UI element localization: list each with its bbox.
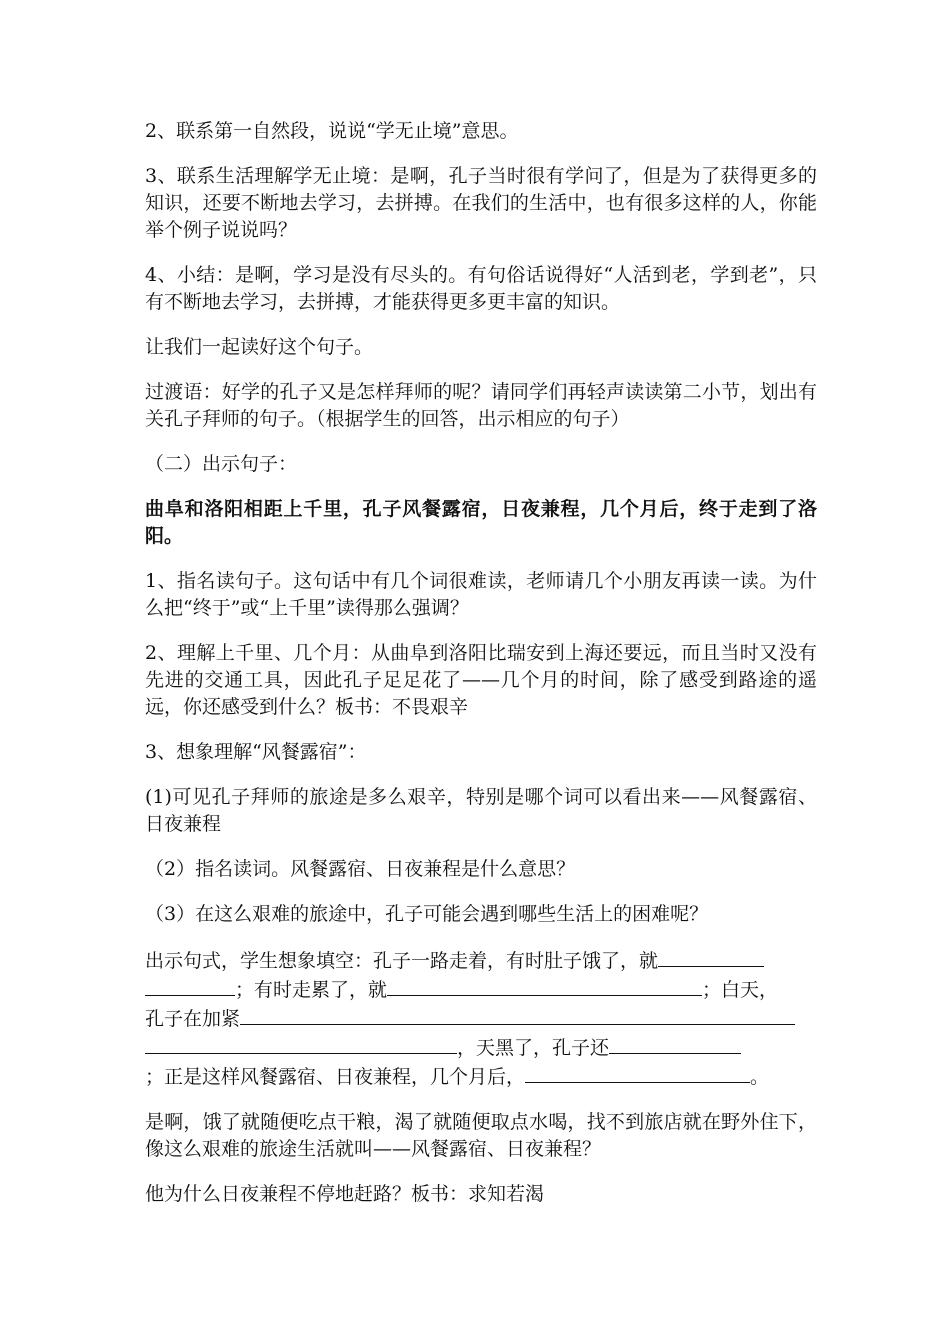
paragraph-transition: 过渡语：好学的孔子又是怎样拜师的呢？请同学们再轻声读读第二小节，划出有关孔子拜师的句子。（根据学生的回答，出示相应的句子） <box>145 381 817 430</box>
blank-6 <box>609 1033 741 1054</box>
fill-text-2: ；有时走累了，就 <box>235 979 388 1001</box>
sub-step-2: （2）指名读词。风餐露宿、日夜兼程是什么意思？ <box>145 858 576 880</box>
blank-4 <box>240 1004 795 1025</box>
fill-text-4: 孔子在加紧 <box>145 1008 241 1030</box>
paragraph-read-together: 让我们一起读好这个句子。 <box>145 336 374 358</box>
step-1: 1、指名读句子。这句话中有几个词很难读，老师请几个小朋友再读一读。为什么把“终于”或“上千里”读得那么强调？ <box>145 570 817 619</box>
blank-3 <box>387 975 702 996</box>
closing-question: 他为什么日夜兼程不停地赶路？板书：求知若渴 <box>145 1183 545 1205</box>
blank-2 <box>145 975 235 996</box>
fill-text-5: ，天黑了，孔子还 <box>457 1037 610 1059</box>
fill-in-exercise <box>145 946 817 1091</box>
blank-1 <box>658 946 764 967</box>
fill-text-3: ；白天， <box>702 979 779 1001</box>
section-heading-2: （二）出示句子： <box>145 453 298 475</box>
sub-step-3: （3）在这么艰难的旅途中，孔子可能会遇到哪些生活上的困难呢？ <box>145 903 709 925</box>
fill-text-7: 。 <box>750 1066 770 1088</box>
paragraph-4: 4、小结：是啊，学习是没有尽头的。有句俗话说得好“人活到老，学到老”，只有不断地去学习，去拼搏，才能获得更多更丰富的知识。 <box>145 264 817 313</box>
blank-5 <box>145 1033 457 1054</box>
blank-7 <box>525 1062 750 1083</box>
fill-text-1: 出示句式，学生想象填空：孔子一路走着，有时肚子饿了，就 <box>145 950 659 972</box>
document-page <box>145 118 817 1226</box>
step-2: 2、理解上千里、几个月：从曲阜到洛阳比瑞安到上海还要远，而且当时又没有先进的交通工具，因此孔子足足花了——几个月的时间，除了感受到路途的遥远，你还感受到什么？板书：不畏艰辛 <box>145 642 817 718</box>
paragraph-2: 2、联系第一自然段，说说“学无止境”意思。 <box>145 120 519 142</box>
sub-step-1: (1)可见孔子拜师的旅途是多么艰辛，特别是哪个词可以看出来——风餐露宿、日夜兼程 <box>145 786 817 835</box>
key-sentence: 曲阜和洛阳相距上千里，孔子风餐露宿，日夜兼程，几个月后，终于走到了洛阳。 <box>145 498 817 547</box>
closing-paragraph: 是啊，饿了就随便吃点干粮，渴了就随便取点水喝，找不到旅店就在野外住下，像这么艰难的旅途生活就叫——风餐露宿、日夜兼程？ <box>145 1111 817 1160</box>
paragraph-3: 3、联系生活理解学无止境：是啊，孔子当时很有学问了，但是为了获得更多的知识，还要不断地去学习，去拼搏。在我们的生活中，也有很多这样的人，你能举个例子说说吗？ <box>145 165 817 241</box>
fill-text-6: ；正是这样风餐露宿、日夜兼程，几个月后， <box>145 1066 526 1088</box>
step-3: 3、想象理解“风餐露宿”： <box>145 741 367 763</box>
